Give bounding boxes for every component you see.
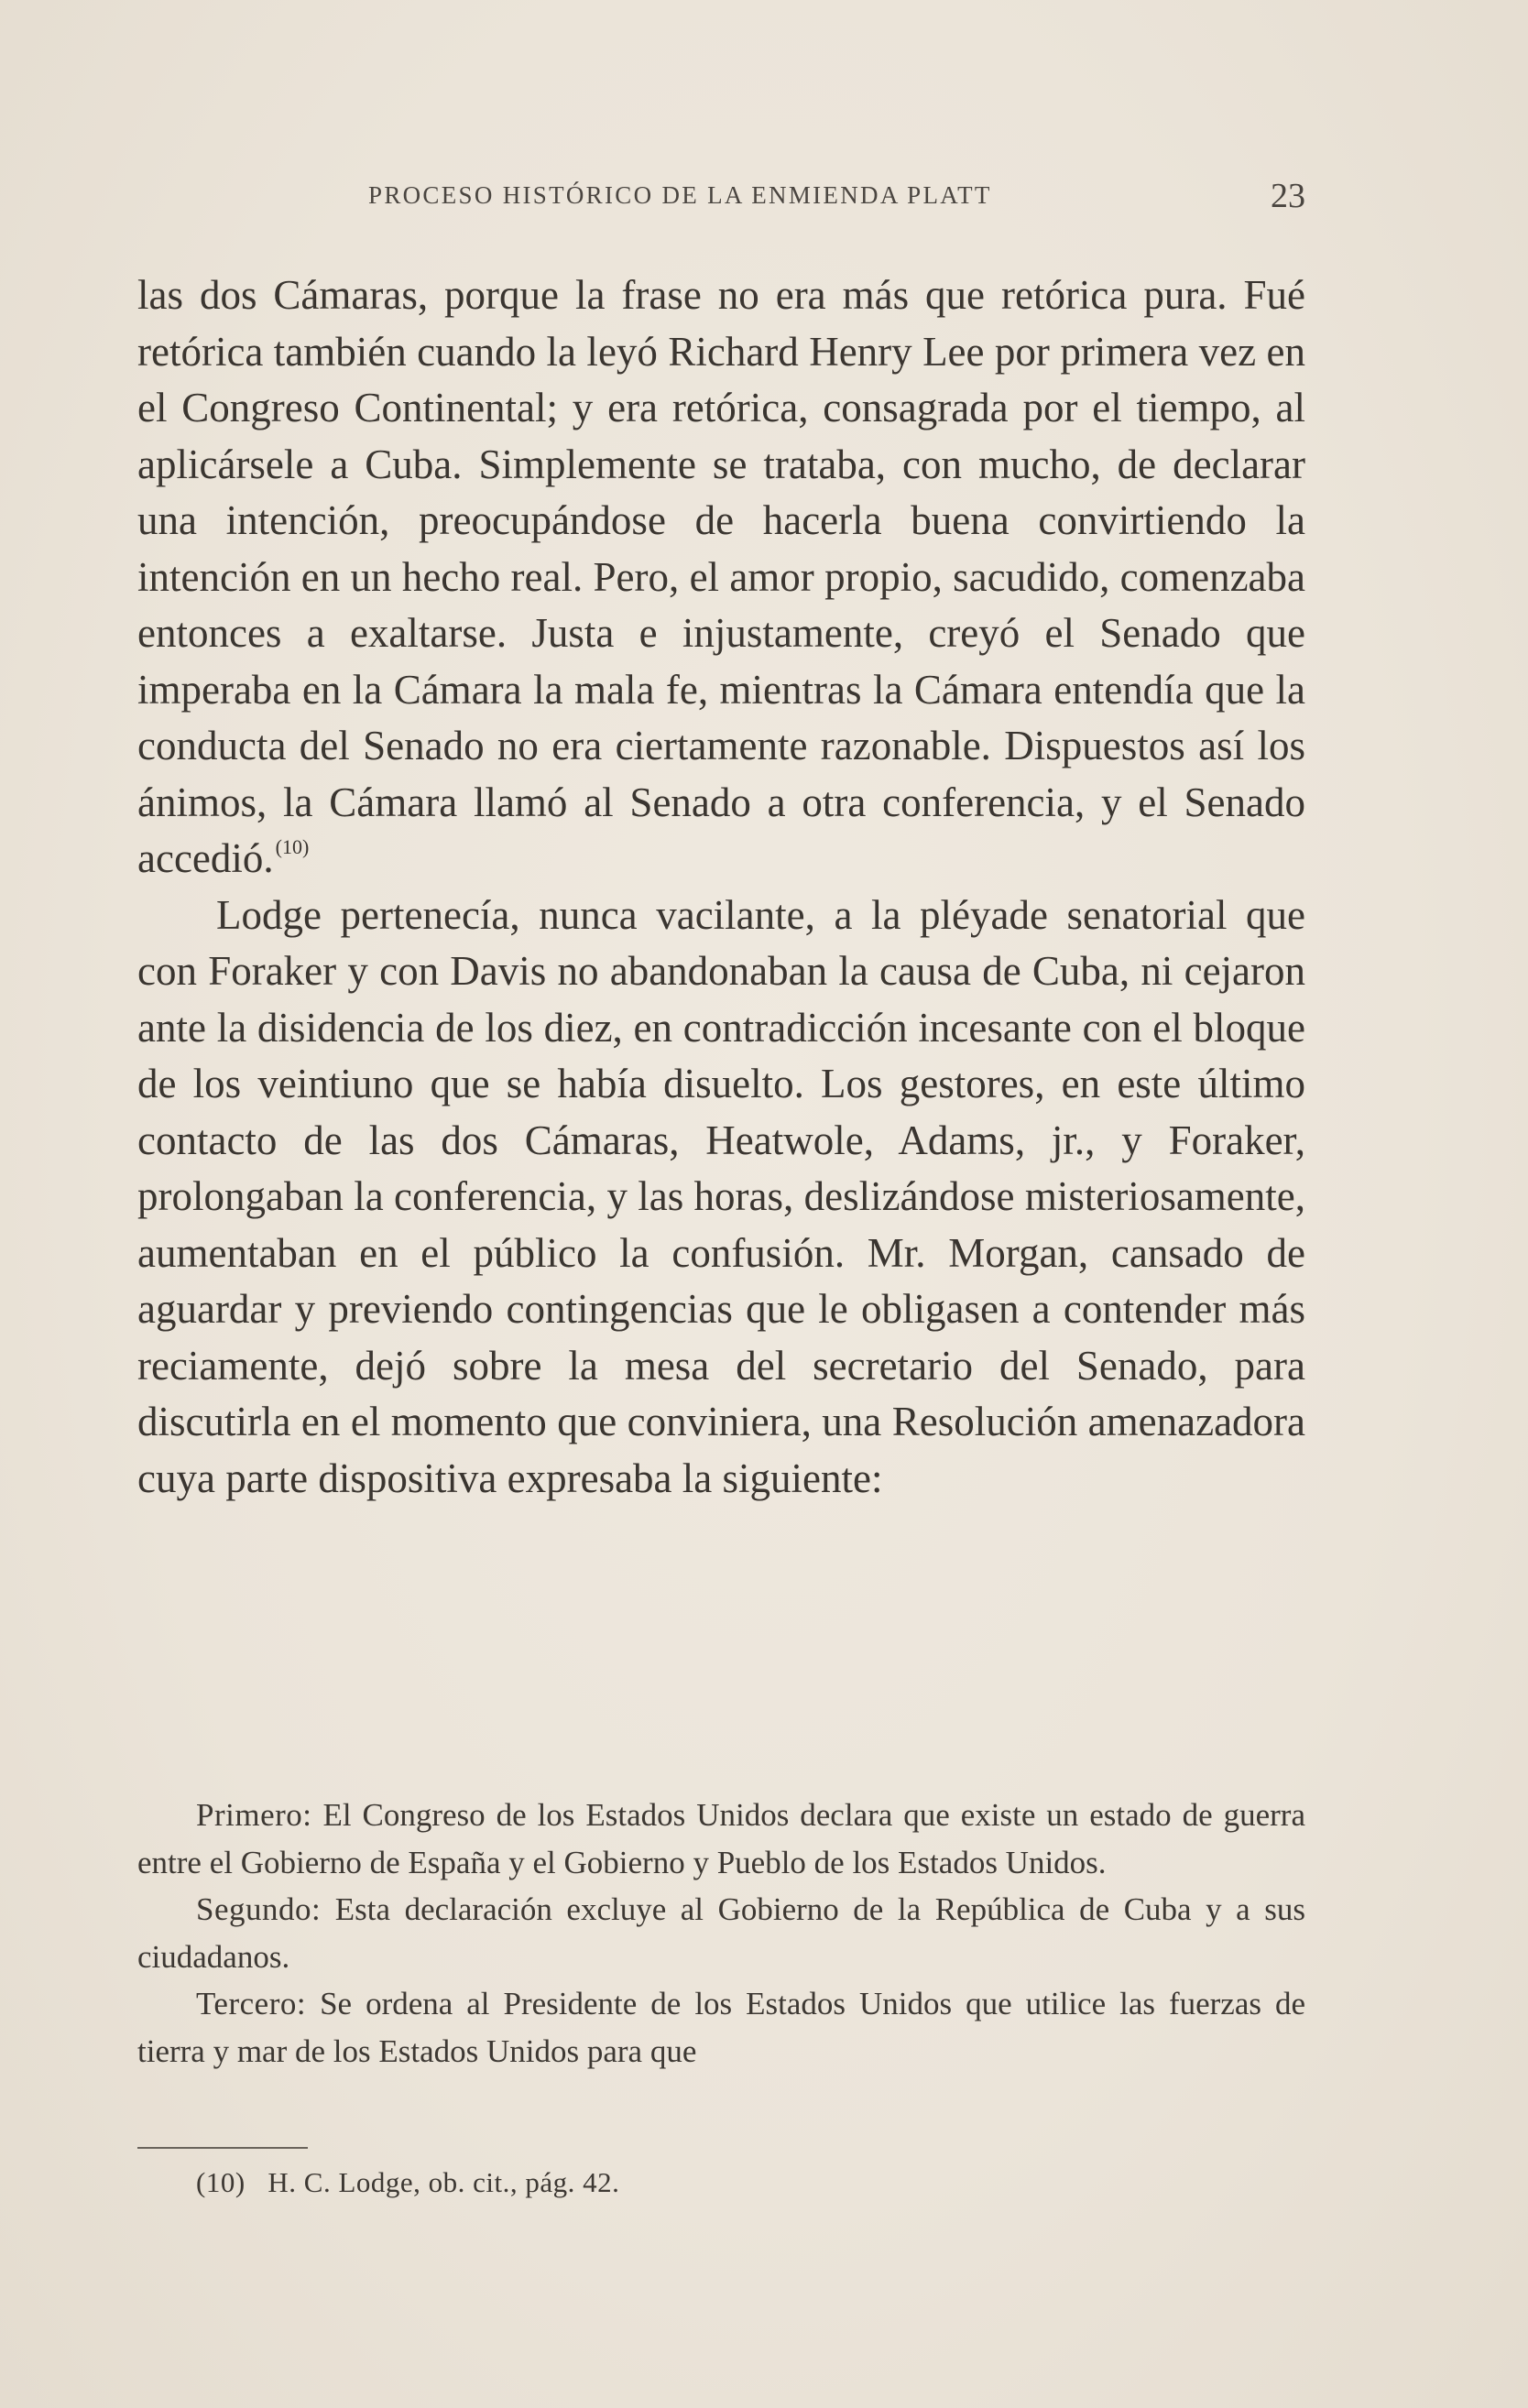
paragraph-text: las dos Cámaras, porque la frase no era más que retórica pura. Fué retórica también cuando la leyó Richard Henry Lee por primera vez en el Congreso Continental; y era retórica, consagrada por el tiempo, al aplicársele a Cuba. Simplemente se trataba, con mucho, de declarar una intención, preocupándose de hacerla buena convirtiendo la intención en un hecho real. Pero, el amor propio, sacudido, comenzaba entonces a exaltarse. Justa e injustamente, creyó el Senado que imperaba en la Cámara la mala fe, mientras la Cámara entendía que la conducta del Senado no era ciertamente razonable. Dispuestos así los ánimos, la Cámara llamó al Senado a otra conferencia, y el Senado accedió. xyxy=(137,272,1305,881)
resolution-quote xyxy=(137,1792,1305,2075)
page-number: 23 xyxy=(1271,177,1305,215)
resolution-item-text: Esta declaración excluye al Gobierno de la República de Cuba y a sus ciudadanos. xyxy=(137,1891,1305,1975)
resolution-item xyxy=(137,1980,1305,2075)
footnote: (10) H. C. Lodge, ob. cit., pág. 42. xyxy=(196,2166,620,2198)
running-head xyxy=(137,176,1305,222)
body-text xyxy=(137,267,1305,1507)
resolution-item xyxy=(137,1886,1305,1980)
resolution-item-text: Se ordena al Presidente de los Estados Unidos que utilice las fuerzas de tierra y mar de los Estados Unidos para que xyxy=(137,1986,1306,2069)
paragraph: Lodge pertenecía, nunca vacilante, a la pléyade senatorial que con Foraker y con Davis no abandonaban la causa de Cuba, ni cejaron ante la disidencia de los diez, en contradicción incesante con el bloque de los veintiuno que se había disuelto. Los gestores, en este último contacto de las dos Cámaras, Heatwole, Adams, jr., y Foraker, prolongaban la conferencia, y las horas, deslizándose misteriosamente, aumentaban en el público la confusión. Mr. Morgan, cansado de aguardar y previendo contingencias que le obligasen a contender más reciamente, dejó sobre la mesa del secretario del Senado, para discutirla en el momento que conviniera, una Resolución amenazadora cuya parte dispositiva expresaba la siguiente: xyxy=(137,891,1305,1501)
running-title: PROCESO HISTÓRICO DE LA ENMIENDA PLATT xyxy=(368,181,992,209)
resolution-item-lead: Segundo: xyxy=(196,1891,322,1927)
resolution-item xyxy=(137,1792,1305,1886)
paragraph xyxy=(137,267,1305,888)
resolution-item-text: El Congreso de los Estados Unidos declara que existe un estado de guerra entre el Gobierno de España y el Gobierno y Pueblo de los Estados Unidos. xyxy=(137,1797,1305,1880)
footnote-reference: (10) xyxy=(275,835,310,858)
resolution-item-lead: Primero: xyxy=(196,1797,312,1833)
footnote-divider xyxy=(137,2147,308,2149)
resolution-item-lead: Tercero: xyxy=(196,1986,307,2021)
